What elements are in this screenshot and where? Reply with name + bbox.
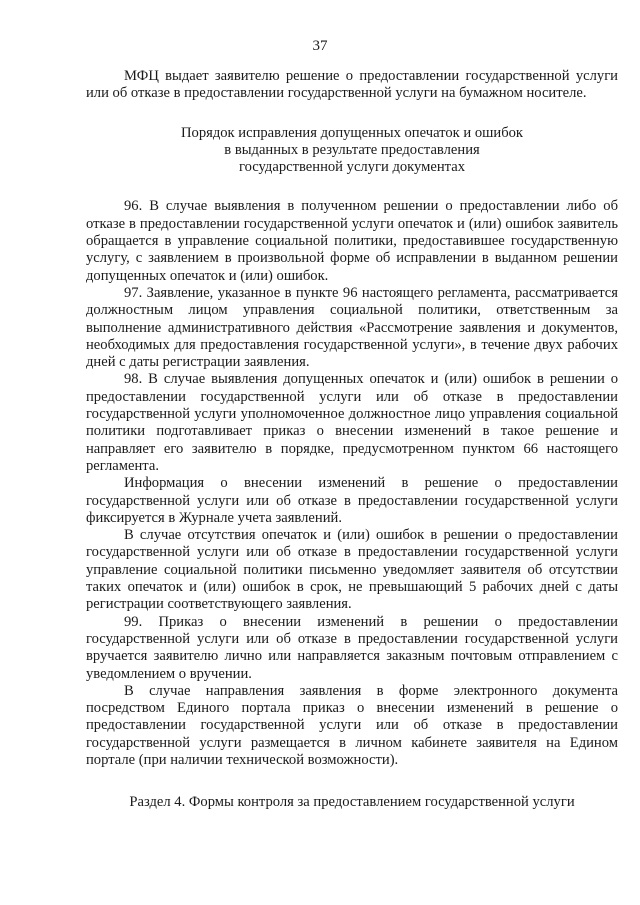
paragraph-98: 98. В случае выявления допущенных опечаток и (или) ошибок в решении о предоставлении государственной услуги или об отказе в предоставлении государственной услуги уполномоченное должностное лицо управления социальной политики подготавливает приказ о внесении изменений в такое решение и направляет его заявителю в порядке, предусмотренном пунктом 66 настоящего регламента. (86, 371, 618, 474)
heading-line: в выданных в результате предоставления (224, 141, 480, 158)
paragraph-98-absence: В случае отсутствия опечаток и (или) ошибок в решении о предоставлении государственной услуги или об отказе в предоставлении государственной услуги управление социальной политики письменно уведомляет заявителя об отсутствии таких опечаток и (или) ошибок в срок, не превышающий 5 рабочих дней с даты регистрации соответствующего заявления. (86, 527, 618, 613)
heading-line: Порядок исправления допущенных опечаток и ошибок (180, 124, 524, 141)
page-number: 37 (312, 38, 328, 54)
intro-paragraph: МФЦ выдает заявителю решение о предоставлении государственной услуги или об отказе в предоставлении государственной услуги на бумажном носителе. (86, 68, 618, 102)
paragraph-99: 99. Приказ о внесении изменений в решении о предоставлении государственной услуги или об отказе в предоставлении государственной услуги вручается заявителю лично или направляется заказным почтовым отправлением с уведомлением о вручении. (86, 613, 618, 682)
subsection-heading (86, 125, 618, 177)
paragraph-97: 97. Заявление, указанное в пункте 96 настоящего регламента, рассматривается должностным лицом управления социальной политики, ответственным за выполнение административного действия «Рассмотрение заявления и документов, необходимых для предоставления государственной услуги», в течение двух рабочих дней с даты регистрации заявления. (86, 284, 618, 371)
page-content (86, 68, 618, 812)
paragraph-98-info: Информация о внесении изменений в решение о предоставлении государственной услуги или об отказе в предоставлении государственной услуги фиксируется в Журнале учета заявлений. (86, 475, 618, 526)
paragraph-99-electronic: В случае направления заявления в форме электронного документа посредством Единого портала приказ о внесении изменений в решение о предоставлении государственной услуги или об отказе в предоставлении государственной услуги размещается в личном кабинете заявителя на Едином портале (при наличии технической возможности). (86, 682, 618, 768)
heading-line: государственной услуги документах (238, 159, 466, 176)
paragraph-96: 96. В случае выявления в полученном решении о предоставлении либо об отказе в предоставлении государственной услуги опечаток и (или) ошибок заявитель обращается в управление социальной политики, предоставившее государственную услугу, с заявлением в произвольной форме об исправлении в выданном решении допущенных опечаток и (или) ошибок. (86, 198, 618, 284)
section-title: Раздел 4. Формы контроля за предоставлением государственной услуги (129, 794, 575, 811)
